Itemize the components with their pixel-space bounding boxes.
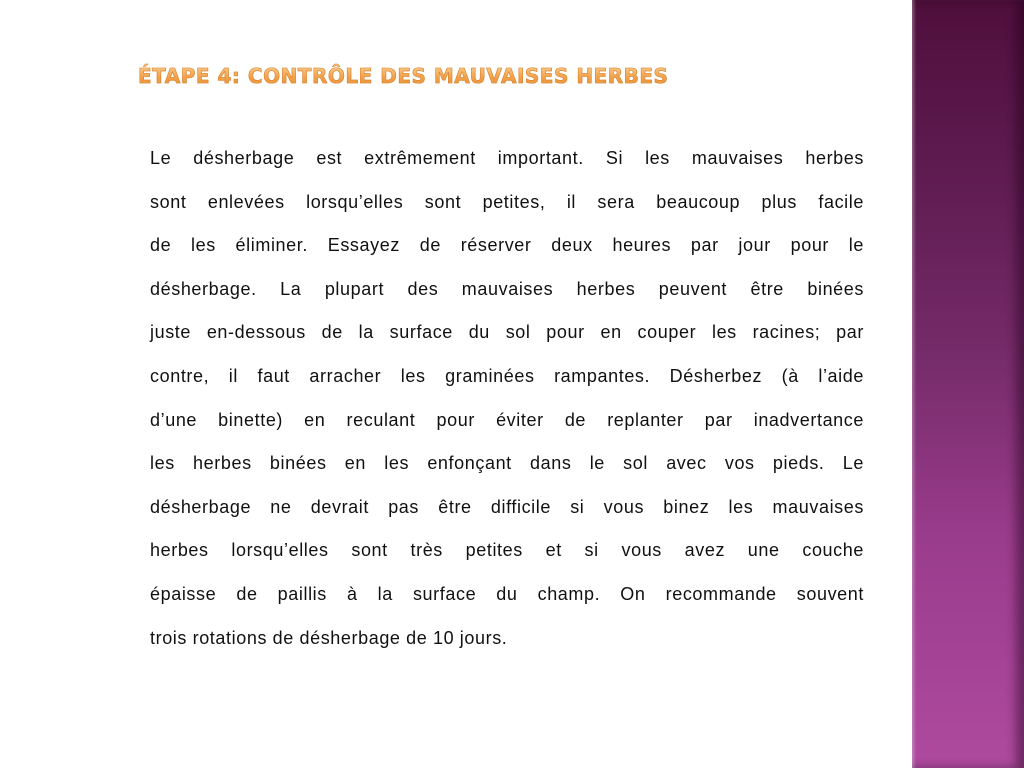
paragraph-line: désherbage ne devrait pas être difficile si vous binez les mauvaises <box>150 496 864 517</box>
paragraph-line: trois rotations de désherbage de 10 jours. <box>150 627 508 648</box>
decorative-sidebar <box>912 0 1024 768</box>
slide-title: ÉTAPE 4: CONTRÔLE DES MAUVAISES HERBES <box>138 64 669 88</box>
paragraph-line: les herbes binées en les enfonçant dans le sol avec vos pieds. Le <box>150 453 864 474</box>
paragraph-line: de les éliminer. Essayez de réserver deux heures par jour pour le <box>150 235 864 256</box>
paragraph-line: Le désherbage est extrêmement important. Si les mauvaises herbes <box>150 148 864 168</box>
paragraph-line: désherbage. La plupart des mauvaises herbes peuvent être binées <box>150 278 864 299</box>
paragraph-line: juste en-dessous de la surface du sol pour en couper les racines; par <box>150 322 864 343</box>
paragraph-line: contre, il faut arracher les graminées rampantes. Désherbez (à l’aide <box>150 365 864 386</box>
paragraph-line: herbes lorsqu’elles sont très petites et si vous avez une couche <box>150 540 864 561</box>
body-paragraph <box>150 144 864 667</box>
paragraph-line: d’une binette) en reculant pour éviter de replanter par inadvertance <box>150 409 864 430</box>
paragraph-line: sont enlevées lorsqu’elles sont petites, il sera beaucoup plus facile <box>150 191 864 212</box>
paragraph-line: épaisse de paillis à la surface du champ. On recommande souvent <box>150 583 864 604</box>
